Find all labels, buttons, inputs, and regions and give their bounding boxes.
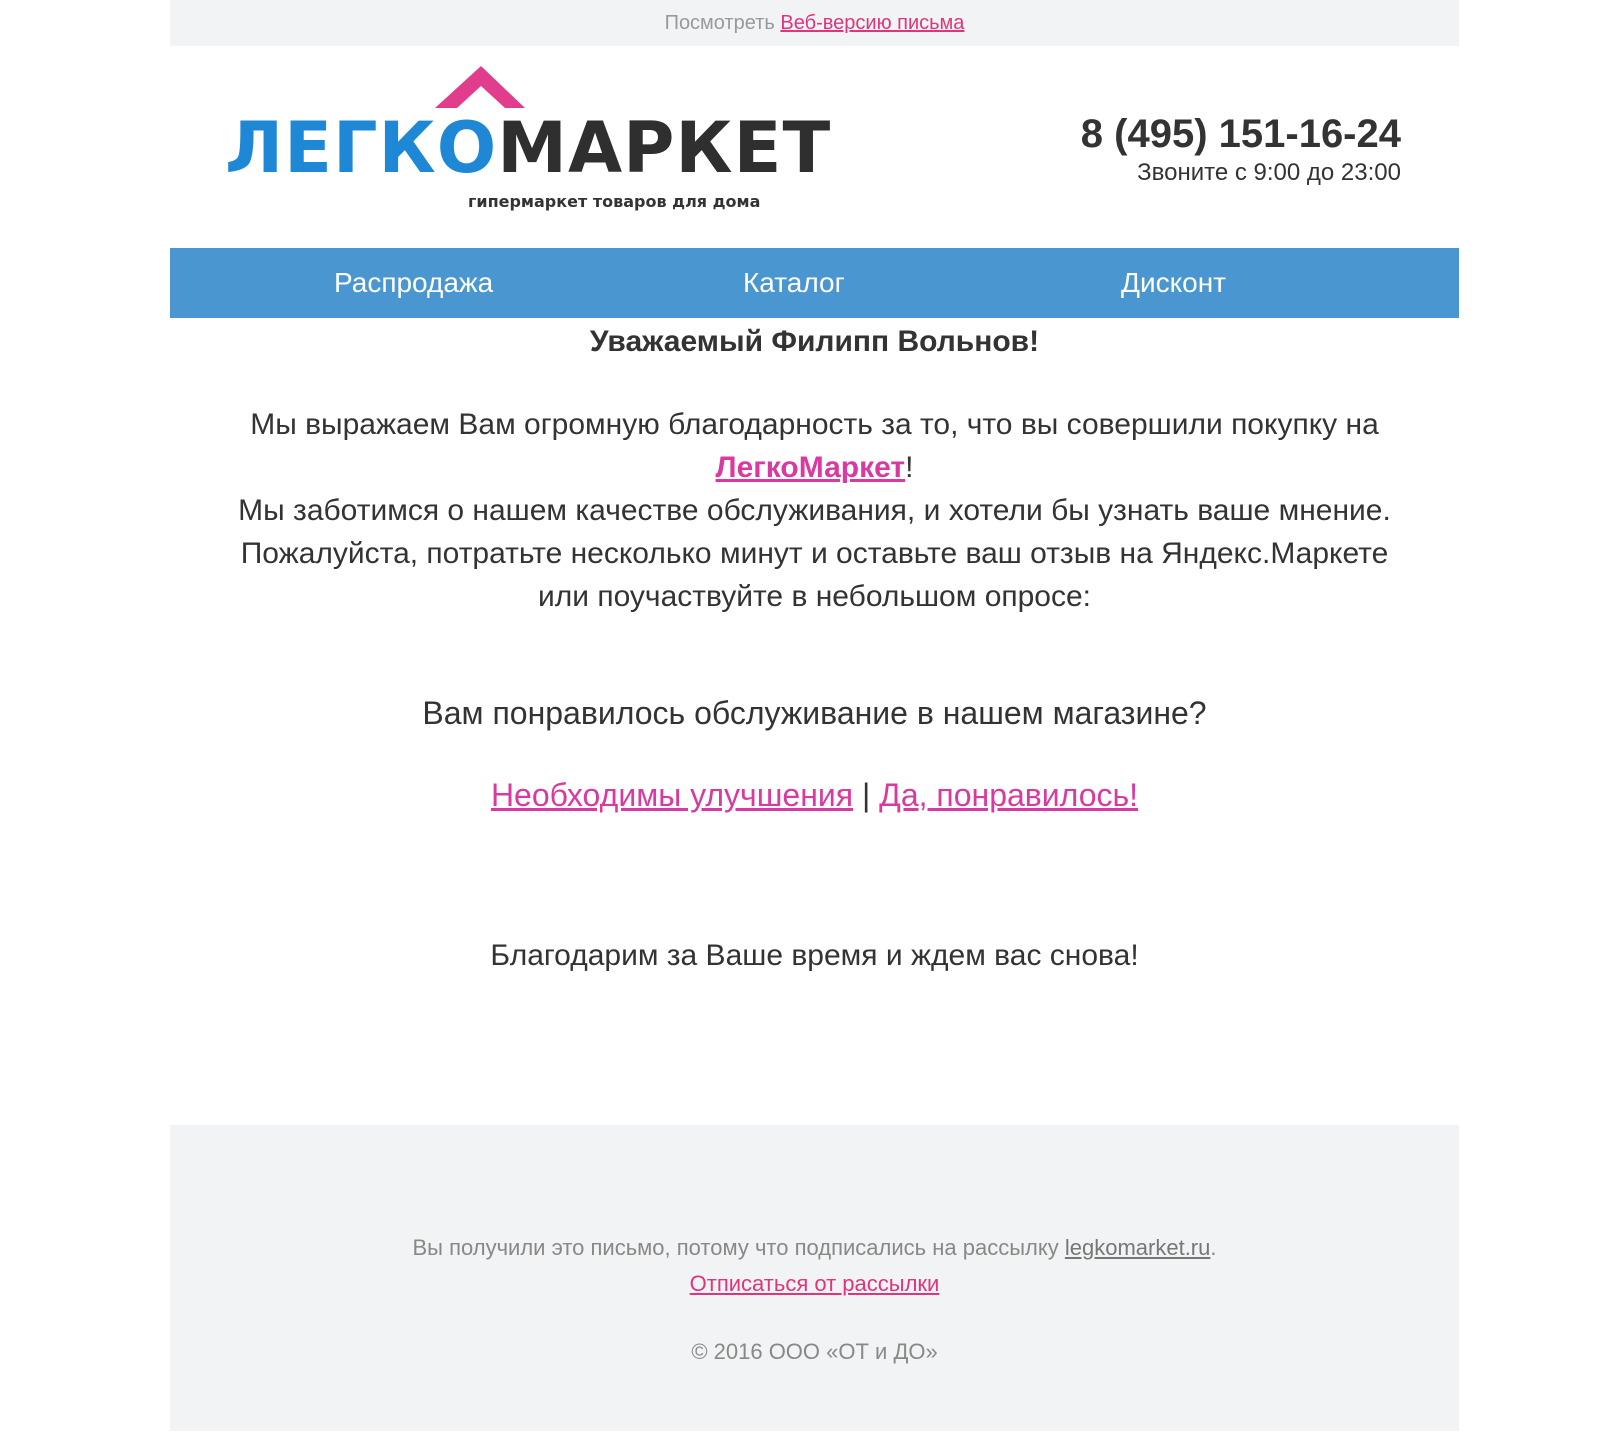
main-nav xyxy=(170,248,1459,318)
answer-separator: | xyxy=(861,777,871,813)
logo-word-dark: МАРКЕТ xyxy=(497,107,832,189)
logo-wordmark xyxy=(225,108,831,188)
nav-item-discount[interactable]: Дисконт xyxy=(1121,267,1227,298)
subscription-note-text: Вы получили это письмо, потому что подписались на рассылку xyxy=(412,1235,1059,1260)
thanks-brand-line xyxy=(170,446,1459,489)
nav-item-sale[interactable]: Распродажа xyxy=(334,267,494,298)
unsubscribe-row xyxy=(170,1267,1459,1301)
web-version-prefix: Посмотреть xyxy=(664,12,775,34)
phone-number[interactable]: 8 (495) 151-16-24 xyxy=(1080,112,1401,156)
thanks-line-1: Мы выражаем Вам огромную благодарность за то, что вы совершили покупку на xyxy=(250,408,1379,441)
working-hours: Звоните с 9:00 до 23:00 xyxy=(1137,159,1401,186)
brand-link[interactable]: ЛегкоМаркет xyxy=(715,451,906,484)
answer-needs-improvement-link[interactable]: Необходимы улучшения xyxy=(490,777,854,813)
subscription-note-suffix: . xyxy=(1210,1235,1217,1260)
copyright: © 2016 ООО «ОТ и ДО» xyxy=(691,1339,938,1364)
answer-liked-link[interactable]: Да, понравилось! xyxy=(879,777,1139,813)
nav-item-catalog[interactable]: Каталог xyxy=(743,267,845,298)
site-link[interactable]: legkomarket.ru xyxy=(1064,1235,1211,1260)
thanks-line-2: Мы заботимся о нашем качестве обслуживания, и хотели бы узнать ваше мнение. xyxy=(238,494,1391,527)
survey-answers xyxy=(170,774,1459,816)
closing-text: Благодарим за Ваше время и ждем вас снова! xyxy=(490,939,1139,972)
logo-tagline: гипермаркет товаров для дома xyxy=(468,192,761,211)
contact-block xyxy=(1081,110,1401,188)
web-version-bar xyxy=(170,0,1459,46)
thanks-line-3: Пожалуйста, потратьте несколько минут и оставьте ваш отзыв на Яндекс.Маркете xyxy=(240,537,1389,570)
email-header xyxy=(170,46,1459,248)
subscription-note xyxy=(170,1231,1459,1265)
greeting: Уважаемый Филипп Вольнов! xyxy=(589,325,1040,358)
legkomarket-logo[interactable] xyxy=(225,64,832,214)
email-footer xyxy=(170,1125,1459,1431)
thanks-line-4: или поучаствуйте в небольшом опросе: xyxy=(537,580,1092,613)
web-version-link[interactable]: Веб-версию письма xyxy=(780,12,965,34)
survey-question: Вам понравилось обслуживание в нашем магазине? xyxy=(422,695,1207,731)
unsubscribe-link[interactable]: Отписаться от рассылки xyxy=(689,1271,940,1296)
logo-word-blue: ЛЕГКО xyxy=(225,107,498,189)
thanks-paragraph xyxy=(170,403,1459,618)
email-container xyxy=(170,0,1459,1436)
brand-suffix: ! xyxy=(905,451,914,484)
